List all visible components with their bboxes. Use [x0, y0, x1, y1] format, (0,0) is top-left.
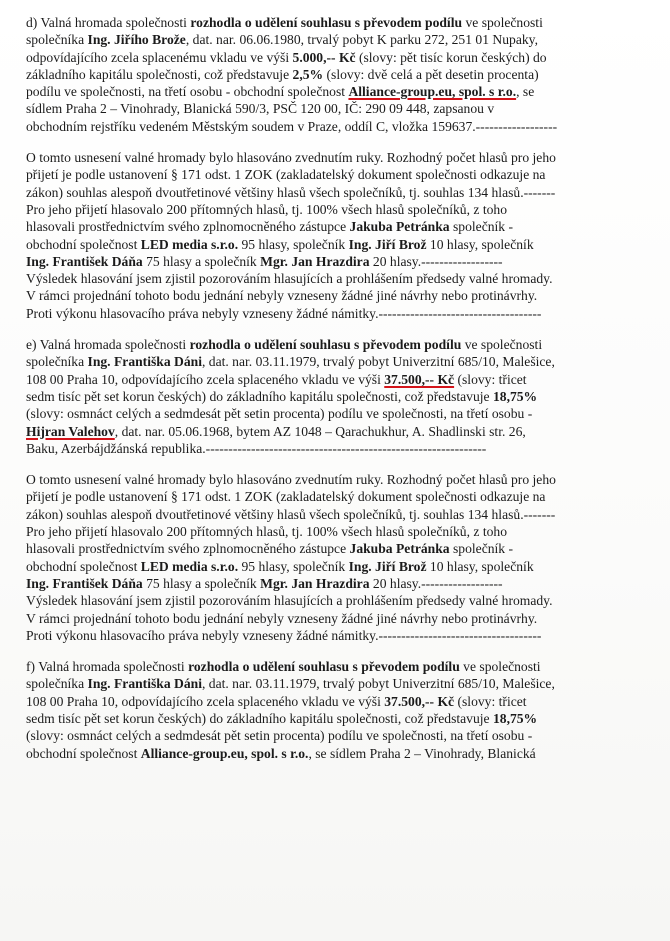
text-line: [26, 100, 648, 117]
text-run: , dat. nar. 05.06.1968, bytem AZ 1048 – Qarachukhur, A. Shadlinski str. 26,: [114, 423, 526, 439]
text-run: přijetí je podle ustanovení § 171 odst. 1 ZOK (zakladatelský dokument společnosti odkazuje na: [26, 489, 546, 505]
text-run: 75 hlasy a společník: [142, 253, 261, 269]
text-line: [26, 627, 648, 644]
text-line: [26, 371, 648, 388]
text-line: [26, 488, 648, 505]
text-line: [26, 166, 648, 183]
text-line: [26, 506, 648, 523]
text-run: Proti výkonu hlasovacího práva nebyly vzneseny žádné námitky.------------------------------------: [26, 305, 542, 321]
text-line: [26, 31, 648, 48]
text-line: [26, 592, 648, 609]
bold-term: Alliance-group.eu, spol. s r.o.: [140, 745, 309, 761]
bold-term: 18,75%: [492, 388, 538, 404]
text-line: [26, 49, 648, 66]
bold-term: Ing. Jiří Brož: [348, 236, 427, 252]
bold-term: Ing. František Dáňa: [26, 253, 143, 269]
bold-term: Ing. Jiřího Brože: [87, 32, 186, 48]
bold-term: Ing. Františka Dáni: [87, 676, 202, 692]
bold-term: Ing. Jiří Brož: [348, 558, 427, 574]
bold-term: Mgr. Jan Hrazdira: [260, 575, 370, 591]
text-run: Výsledek hlasování jsem zjistil pozorováním hlasujících a prohlášením předsedy valné hromady.: [26, 271, 553, 287]
text-line: [26, 523, 648, 540]
text-run: odpovídajícího zcela splacenému vkladu ve výši: [26, 49, 293, 65]
text-run: O tomto usnesení valné hromady bylo hlasováno zvednutím ruky. Rozhodný počet hlasů pro jeho: [26, 150, 556, 166]
text-run: podílu ve společnosti, na třetí osobu - obchodní společnost: [26, 84, 349, 100]
text-run: d) Valná hromada společnosti: [26, 15, 191, 30]
text-run: ve společnosti: [462, 15, 543, 30]
text-run: V rámci projednání tohoto bodu jednání nebyly vzneseny žádné jiné návrhy nebo protinávrhy.: [26, 610, 538, 626]
text-line: [26, 423, 648, 440]
bold-term: LED media s.r.o.: [140, 558, 239, 574]
text-run: společník -: [449, 541, 514, 557]
highlighted-term: Alliance-group.eu, spol. s r.o.: [348, 84, 517, 100]
text-line: [26, 471, 648, 488]
text-line: [26, 66, 648, 83]
bold-term: 18,75%: [492, 710, 538, 726]
text-line: [26, 201, 648, 218]
text-run: obchodní společnost: [26, 558, 141, 574]
text-line: [26, 610, 648, 627]
text-line: [26, 149, 648, 166]
text-line: [26, 405, 648, 422]
text-run: 75 hlasy a společník: [142, 575, 261, 591]
text-run: (slovy: pět tisíc korun českých) do: [355, 49, 547, 65]
text-line: [26, 710, 648, 727]
bold-term: Jakuba Petránka: [349, 541, 450, 557]
text-line: [26, 745, 648, 762]
text-line: [26, 287, 648, 304]
highlighted-term: Hijran Valehov: [26, 423, 115, 439]
text-line: [26, 218, 648, 235]
text-line: [26, 693, 648, 710]
text-run: přijetí je podle ustanovení § 171 odst. 1 ZOK (zakladatelský dokument společnosti odkazuje na: [26, 167, 546, 183]
text-line: [26, 83, 648, 100]
text-run: (slovy: třicet: [454, 693, 527, 709]
text-run: , se: [516, 84, 535, 100]
text-line: [26, 270, 648, 287]
text-run: 10 hlasy, společník: [426, 558, 534, 574]
text-run: základního kapitálu společnosti, což představuje: [26, 66, 293, 82]
text-run: obchodním rejstříku vedeném Městským soudem v Praze, oddíl C, vložka 159637.------------------: [26, 118, 558, 134]
text-run: sedm tisíc pět set korun českých) do základního kapitálu společnosti, což představuje: [26, 710, 493, 726]
text-run: 10 hlasy, společník: [426, 236, 534, 252]
text-line: [26, 540, 648, 557]
text-run: společníka: [26, 676, 88, 692]
text-run: hlasovali prostřednictvím svého zplnomocněného zástupce: [26, 541, 350, 557]
text-line: [26, 253, 648, 270]
text-line: [26, 440, 648, 457]
text-run: sídlem Praha 2 – Vinohrady, Blanická 590/3, PSČ 120 00, IČ: 290 09 448, zapsanou v: [26, 101, 495, 117]
text-line: [26, 14, 648, 31]
bold-term: 5.000,-- Kč: [292, 49, 356, 65]
text-run: hlasovali prostřednictvím svého zplnomocněného zástupce: [26, 219, 350, 235]
bold-term: rozhodla o udělení souhlasu s převodem podílu: [190, 15, 463, 30]
text-run: 95 hlasy, společník: [238, 558, 349, 574]
text-run: 20 hlasy.------------------: [369, 575, 503, 591]
text-run: , dat. nar. 06.06.1980, trvalý pobyt K parku 272, 251 01 Nupaky,: [185, 32, 538, 48]
resolution-d: [26, 14, 648, 135]
bold-term: Jakuba Petránka: [349, 219, 450, 235]
bold-term: 37.500,-- Kč: [384, 693, 455, 709]
voting-record-e: [26, 471, 648, 644]
text-run: (slovy: osmnáct celých a sedmdesát pět setin procenta) podílu ve společnosti, na třetí osobu -: [26, 728, 533, 744]
text-run: společníka: [26, 354, 88, 370]
resolution-e: [26, 336, 648, 457]
text-line: [26, 727, 648, 744]
bold-term: 2,5%: [292, 66, 324, 82]
bold-term: Mgr. Jan Hrazdira: [260, 253, 370, 269]
text-run: , se sídlem Praha 2 – Vinohrady, Blanická: [308, 745, 536, 761]
text-run: obchodní společnost: [26, 236, 141, 252]
text-run: 20 hlasy.------------------: [369, 253, 503, 269]
text-run: (slovy: osmnáct celých a sedmdesát pět setin procenta) podílu ve společnosti, na třetí osobu -: [26, 406, 533, 422]
text-run: e) Valná hromada společnosti: [26, 337, 190, 353]
text-run: Baku, Azerbájdžánská republika.--------------------------------------------------------------: [26, 440, 487, 456]
text-run: V rámci projednání tohoto bodu jednání nebyly vzneseny žádné jiné návrhy nebo protinávrhy.: [26, 288, 538, 304]
text-line: [26, 305, 648, 322]
text-run: 108 00 Praha 10, odpovídajícího zcela splaceného vkladu ve výši: [26, 371, 385, 387]
text-run: (slovy: třicet: [454, 371, 527, 387]
text-run: zákon) souhlas alespoň dvoutřetinové většiny hlasů všech společníků, tj. souhlas 134 hlasů.-------: [26, 184, 556, 200]
text-line: [26, 336, 648, 353]
bold-term: Ing. Františka Dáni: [87, 354, 202, 370]
text-run: zákon) souhlas alespoň dvoutřetinové většiny hlasů všech společníků, tj. souhlas 134 hlasů.-------: [26, 506, 556, 522]
text-run: 95 hlasy, společník: [238, 236, 349, 252]
text-run: Pro jeho přijetí hlasovalo 200 přítomných hlasů, tj. 100% všech hlasů společníků, z toho: [26, 201, 507, 217]
text-line: [26, 236, 648, 253]
text-run: společník -: [449, 219, 514, 235]
text-line: [26, 388, 648, 405]
text-run: obchodní společnost: [26, 745, 141, 761]
text-run: , dat. nar. 03.11.1979, trvalý pobyt Univerzitní 685/10, Malešice,: [201, 354, 555, 370]
text-run: ve společnosti: [461, 337, 543, 353]
text-run: , dat. nar. 03.11.1979, trvalý pobyt Univerzitní 685/10, Malešice,: [201, 676, 555, 692]
text-line: [26, 558, 648, 575]
text-line: [26, 184, 648, 201]
bold-term: rozhodla o udělení souhlasu s převodem podílu: [189, 337, 462, 353]
text-line: [26, 118, 648, 135]
text-run: O tomto usnesení valné hromady bylo hlasováno zvednutím ruky. Rozhodný počet hlasů pro jeho: [26, 472, 556, 488]
bold-term: Ing. František Dáňa: [26, 575, 143, 591]
text-run: (slovy: dvě celá a pět desetin procenta): [323, 66, 539, 82]
text-line: [26, 675, 648, 692]
text-run: Výsledek hlasování jsem zjistil pozorováním hlasujících a prohlášením předsedy valné hromady.: [26, 593, 553, 609]
resolution-f: [26, 658, 648, 762]
bold-term: rozhodla o udělení souhlasu s převodem podílu: [188, 659, 460, 675]
text-run: 108 00 Praha 10, odpovídajícího zcela splaceného vkladu ve výši: [26, 693, 385, 709]
text-line: [26, 575, 648, 592]
text-run: sedm tisíc pět set korun českých) do základního kapitálu společnosti, což představuje: [26, 388, 493, 404]
text-line: [26, 658, 648, 675]
voting-record-d: [26, 149, 648, 322]
text-run: ve společnosti: [459, 659, 541, 675]
text-line: [26, 353, 648, 370]
text-run: Proti výkonu hlasovacího práva nebyly vzneseny žádné námitky.------------------------------------: [26, 627, 542, 643]
text-run: společníka: [26, 32, 88, 48]
text-run: Pro jeho přijetí hlasovalo 200 přítomných hlasů, tj. 100% všech hlasů společníků, z toho: [26, 524, 507, 540]
bold-term: LED media s.r.o.: [140, 236, 239, 252]
highlighted-term: 37.500,-- Kč: [384, 371, 455, 387]
text-run: f) Valná hromada společnosti: [26, 659, 189, 675]
